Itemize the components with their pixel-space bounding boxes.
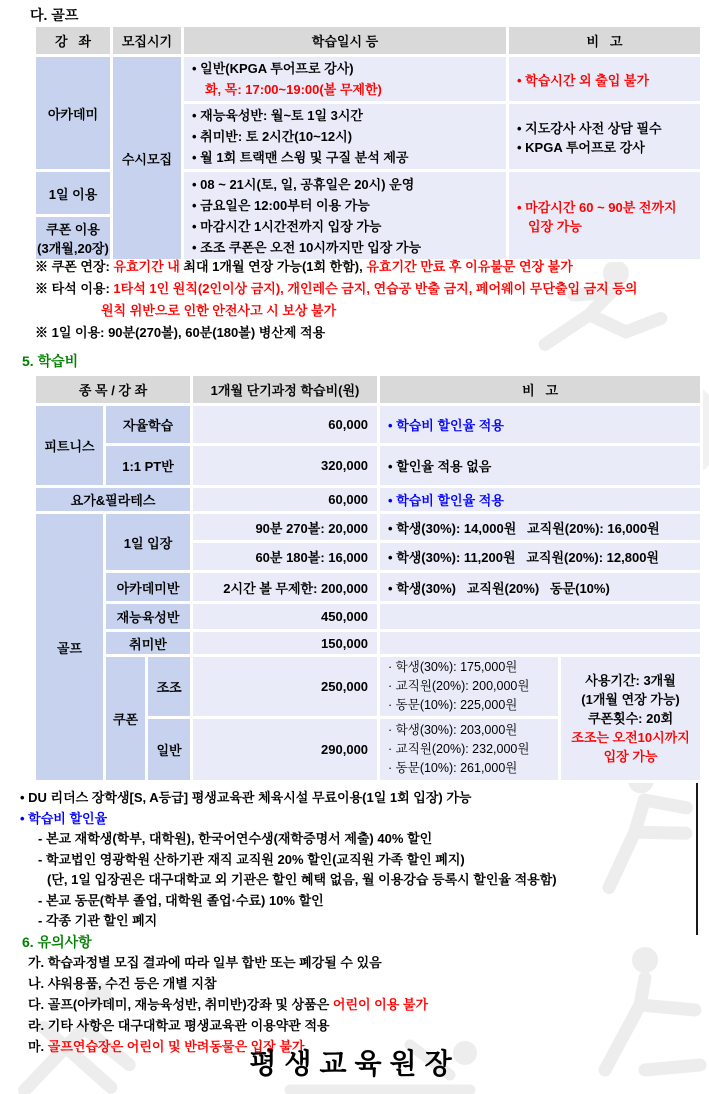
caution-section-title: 6. 유의사항 — [22, 934, 92, 950]
label-one-day: 1일 이용 — [35, 171, 112, 216]
discount-line: · 교직원(20%): 200,000원 — [388, 679, 530, 693]
fee-jojo: 250,000 — [192, 656, 379, 718]
label-recruit: 수시모집 — [112, 56, 183, 261]
note-tee-usage-cont: 원칙 위반으로 인한 안전사고 시 보상 불가 — [101, 303, 337, 318]
bullet-du-leaders: • DU 리더스 장학생[S, A등급] 평생교육관 체육시설 무료이용(1일 1회 입장) 가능 — [20, 790, 472, 805]
label-talent: 재능육성반 — [105, 603, 192, 631]
golf-section-title: 다. 골프 — [30, 7, 79, 23]
table-row — [35, 656, 702, 718]
discount-line: · 학생(30%): 175,000원 — [388, 660, 518, 674]
schedule-cell-classes — [183, 103, 508, 171]
caution-black-segment: 마. — [28, 1039, 48, 1054]
schedule-line: • 취미반: 토 2시간(10~12시) — [192, 129, 353, 144]
note-red-segment: 유효기간 만료 후 이유불문 연장 불가 — [366, 259, 573, 274]
note-prefix: ※ 쿠폰 연장: — [35, 259, 114, 274]
label-self-study: 자율학습 — [105, 405, 192, 445]
discount-item: - 학교법인 영광학원 산하기관 재직 교직원 20% 할인(교직원 가족 할인 폐지) — [38, 851, 465, 867]
header-fee: 1개월 단기과정 학습비(원) — [192, 375, 379, 405]
note-black-segment: 최대 1개월 연장 가능(1회 한함), — [183, 259, 367, 274]
caution-black-segment: 다. 골프(아카데미, 재능육성반, 취미반)강좌 및 상품은 — [28, 997, 333, 1012]
header-schedule: 학습일시 등 — [183, 26, 508, 56]
discount-item: - 본교 동문(학부 졸업, 대학원 졸업·수료) 10% 할인 — [38, 892, 324, 908]
table-row — [35, 487, 702, 513]
label-coupon-line1: 쿠폰 이용 — [46, 222, 100, 237]
note-cell-deadline — [508, 171, 702, 261]
label-academy: 아카데미 — [35, 56, 112, 171]
table-row — [35, 56, 702, 103]
label-general: 일반 — [147, 718, 192, 782]
bullet-discount-title: • 학습비 할인율 — [20, 810, 108, 826]
fee-academy: 2시간 볼 무제한: 200,000 — [192, 572, 379, 603]
label-hobby: 취미반 — [105, 631, 192, 656]
caution-item-na: 나. 샤워용품, 수건 등은 개별 지참 — [28, 976, 217, 991]
fee-yoga: 60,000 — [192, 487, 379, 513]
note-line-red: 입장 가능 — [528, 218, 582, 234]
fee-talent: 450,000 — [192, 603, 379, 631]
signature-director: 평생교육원장 — [249, 1049, 460, 1080]
schedule-line: • 재능육성반: 월~토 1일 3시간 — [192, 108, 363, 123]
caution-red-segment: 어린이 이용 불가 — [332, 997, 429, 1012]
discount-line: · 동문(10%): 225,000원 — [388, 698, 518, 712]
note-tee-usage — [35, 278, 637, 300]
schedule-line: • 금요일은 12:00부터 이용 가능 — [192, 197, 370, 213]
golf-notes — [35, 256, 637, 344]
note-prefix: ※ 타석 이용: — [35, 281, 114, 296]
table-row — [35, 631, 702, 656]
fee-pt: 320,000 — [192, 445, 379, 487]
schedule-line: • 08 ~ 21시(토, 일, 공휴일은 20시) 운영 — [192, 176, 415, 192]
table-row — [35, 445, 702, 487]
tuition-table — [33, 373, 703, 783]
schedule-line: • 일반(KPGA 투어프로 강사) — [192, 61, 354, 76]
note-black-segment: 90분(270볼), 60분(180볼) 병산제 적용 — [108, 325, 326, 340]
note-general-discounts — [379, 718, 560, 782]
note-academy: • 학생(30%) 교직원(20%) 동문(10%) — [379, 572, 702, 603]
note-one-day — [35, 322, 637, 344]
golf-schedule-table — [33, 24, 703, 262]
header-subject: 종 목 / 강 좌 — [35, 375, 192, 405]
note-coupon-extension — [35, 256, 637, 278]
note-red-segment: 유효기간 내 — [113, 259, 184, 274]
table-header-row — [35, 375, 702, 405]
note-jojo-discounts — [379, 656, 560, 718]
schedule-line: • 조조 쿠폰은 오전 10시까지만 입장 가능 — [192, 239, 422, 255]
group-golf: 골프 — [35, 513, 105, 782]
info-line: 사용기간: 3개월 — [585, 673, 676, 688]
discount-line: · 교직원(20%): 232,000원 — [388, 742, 530, 756]
note-self-study: • 학습비 할인율 적용 — [379, 405, 702, 445]
header-period: 모집시기 — [112, 26, 183, 56]
discount-item: (단, 1일 입장권은 대구대학교 외 기관은 할인 혜택 없음, 월 이용강습 등록시 할인율 적용함) — [47, 872, 557, 887]
schedule-line: • 마감시간 1시간전까지 입장 가능 — [192, 218, 382, 234]
discount-item: - 본교 재학생(학부, 대학원), 한국어연수생(재학증명서 제출) 40% 할인 — [38, 831, 433, 846]
fee-general: 290,000 — [192, 718, 379, 782]
note-pt: • 할인율 적용 없음 — [379, 445, 702, 487]
coupon-info-cell — [560, 656, 702, 782]
fee-hobby: 150,000 — [192, 631, 379, 656]
note-hobby-empty — [379, 631, 702, 656]
fee-day60: 60분 180볼: 16,000 — [192, 542, 379, 572]
label-coupon-group: 쿠폰 — [105, 656, 147, 782]
caution-item-ra: 라. 기타 사항은 대구대학교 평생교육관 이용약관 적용 — [28, 1018, 330, 1033]
schedule-cell-general — [183, 56, 508, 103]
header-note: 비 고 — [379, 375, 702, 405]
table-row — [35, 405, 702, 445]
table-header-row — [35, 26, 702, 56]
group-fitness: 피트니스 — [35, 405, 105, 487]
label-academy-class: 아카데미반 — [105, 572, 192, 603]
schedule-line-red: 화, 목: 17:00~19:00(볼 무제한) — [205, 82, 382, 97]
info-line: 쿠폰횟수: 20회 — [587, 711, 674, 726]
note-line-red: • 마감시간 60 ~ 90분 전까지 — [517, 199, 677, 215]
caution-item-ga: 가. 학습과정별 모집 결과에 따라 일부 합반 또는 폐강될 수 있음 — [28, 955, 382, 970]
info-line-red: 입장 가능 — [603, 749, 658, 764]
header-course: 강 좌 — [35, 26, 112, 56]
discount-line: · 동문(10%): 261,000원 — [388, 761, 518, 775]
header-note: 비 고 — [508, 26, 702, 56]
discount-line: · 학생(30%): 203,000원 — [388, 723, 518, 737]
note-day90: • 학생(30%): 14,000원 교직원(20%): 16,000원 — [379, 513, 702, 542]
table-row — [35, 513, 702, 542]
label-pt: 1:1 PT반 — [105, 445, 192, 487]
note-cell-no-entry: • 학습시간 외 출입 불가 — [508, 56, 702, 103]
note-prefix: ※ 1일 이용: — [35, 325, 109, 340]
tuition-bullets — [20, 788, 557, 932]
discount-item: - 각종 기관 할인 폐지 — [38, 913, 158, 928]
note-yoga: • 학습비 할인율 적용 — [379, 487, 702, 513]
label-day-pass: 1일 입장 — [105, 513, 192, 572]
info-line-red: 조조는 오전10시까지 — [571, 730, 690, 745]
note-red-segment: 1타석 1인 원칙(2인이상 금지), 개인레슨 금지, 연습공 반출 금지, 페어웨이 무단출입 금지 등의 — [113, 281, 638, 296]
table-row — [35, 572, 702, 603]
info-line: (1개월 연장 가능) — [581, 692, 680, 707]
note-line: • 지도강사 사전 상담 필수 — [517, 120, 662, 136]
note-line: • KPGA 투어프로 강사 — [517, 139, 645, 155]
label-coupon — [35, 216, 112, 261]
label-jojo: 조조 — [147, 656, 192, 718]
label-coupon-line2: (3개월,20장) — [37, 241, 109, 256]
schedule-line: • 월 1회 트랙맨 스윙 및 구질 분석 제공 — [192, 150, 409, 165]
fee-day90: 90분 270볼: 20,000 — [192, 513, 379, 542]
group-yoga: 요가&필라테스 — [35, 487, 192, 513]
note-day60: • 학생(30%): 11,200원 교직원(20%): 12,800원 — [379, 542, 702, 572]
caution-red-segment: 골프연습장은 어린이 및 반려동물은 입장 불가 — [47, 1039, 305, 1054]
table-row — [35, 603, 702, 631]
note-cell-instructor — [508, 103, 702, 171]
caution-item-da — [28, 994, 428, 1015]
note-talent-empty — [379, 603, 702, 631]
fee-self-study: 60,000 — [192, 405, 379, 445]
fee-section-title: 5. 학습비 — [22, 353, 79, 369]
schedule-cell-hours — [183, 171, 508, 261]
